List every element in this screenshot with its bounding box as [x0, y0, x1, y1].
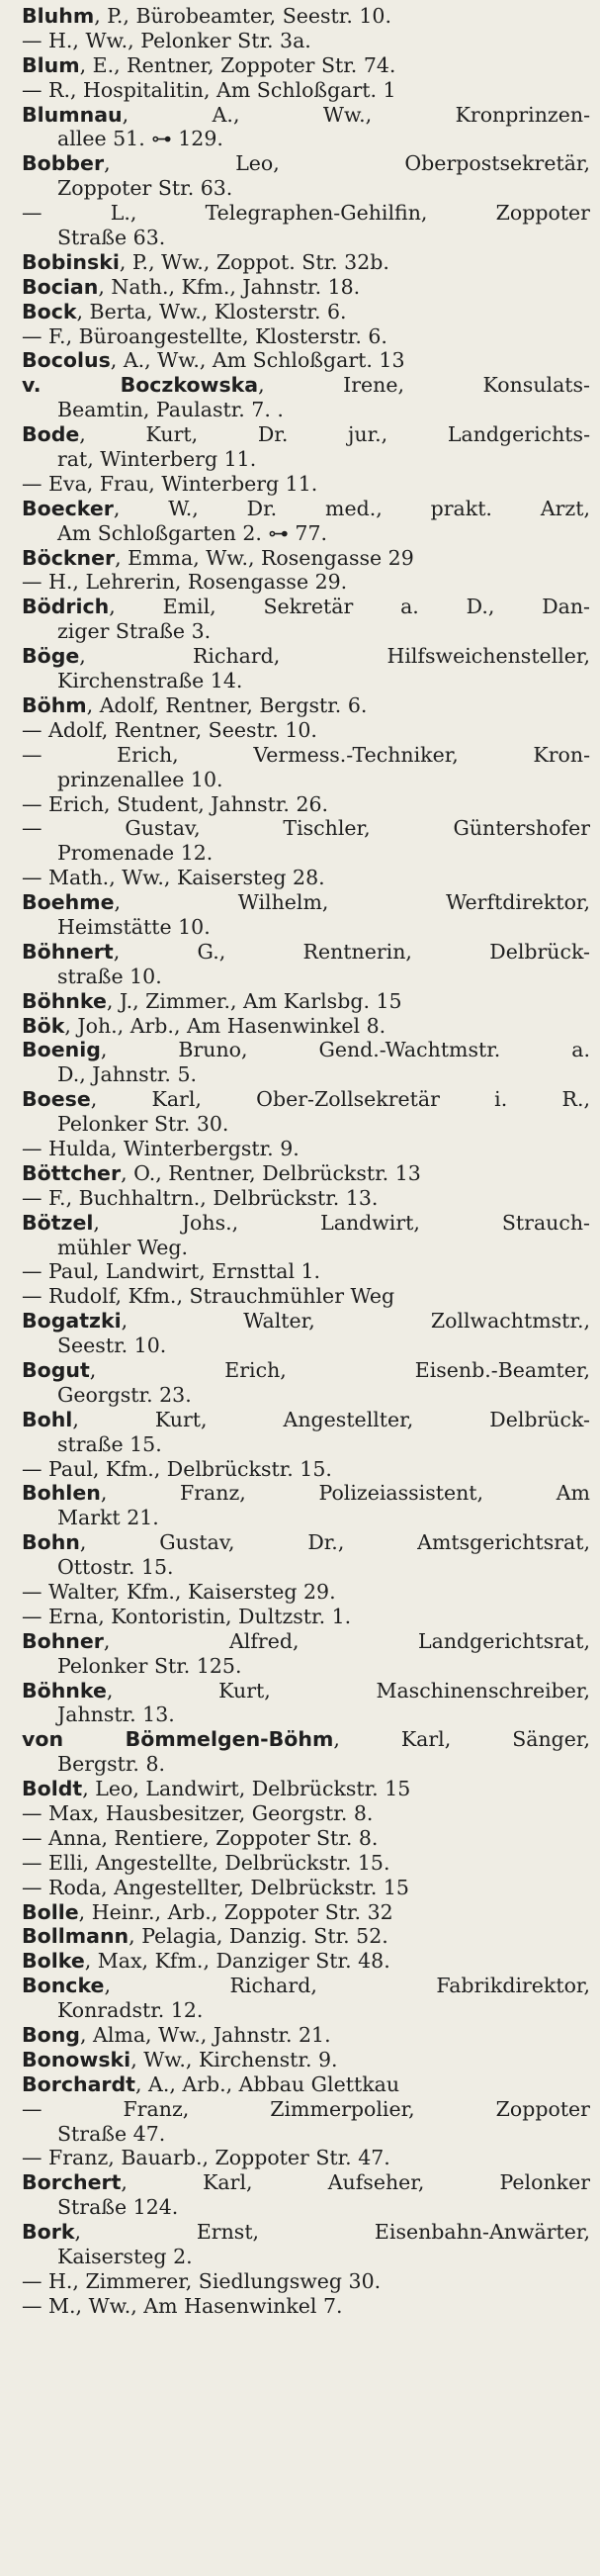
entry-details: Leo, Landwirt, Delbrückstr. 15: [95, 1777, 411, 1801]
entry-details: M., Ww., Am Hasenwinkel 7.: [48, 2293, 343, 2318]
entry-continuation-line: Bergstr. 8.: [57, 1752, 166, 1777]
entry-details: Richard, Fabrikdirektor,: [229, 1974, 590, 1998]
entry-details: P., Bürobeamter, Seestr. 10.: [107, 4, 391, 28]
entry-first-line: Bolke, Max, Kfm., Danziger Str. 48.: [22, 1949, 390, 1974]
entry-surname: Bök: [22, 1013, 65, 1038]
directory-entry: [22, 546, 590, 571]
entry-details: Franz, Bauarb., Zoppoter Str. 47.: [48, 2146, 390, 2170]
entry-details: Franz, Zimmerpolier, Zoppoter: [123, 2096, 590, 2121]
entry-first-line: Boncke, Richard, Fabrikdirektor,: [22, 1974, 590, 1998]
directory-entry: [22, 1580, 590, 1605]
entry-first-line: Bök, Joh., Arb., Am Hasenwinkel 8.: [22, 1013, 386, 1038]
entry-continuation-line: Seestr. 10.: [57, 1334, 167, 1358]
entry-first-line: — Anna, Rentiere, Zoppoter Str. 8.: [22, 1825, 379, 1850]
entry-details: L., Telegraphen-Gehilfin, Zoppoter: [110, 201, 590, 226]
entry-details: J., Zimmer., Am Karlsbg. 15: [119, 988, 402, 1013]
entry-details: Math., Ww., Kaisersteg 28.: [48, 866, 325, 890]
directory-entry: [22, 989, 590, 1014]
entry-surname: Bonowski: [22, 2047, 131, 2071]
entry-details: Wilhelm, Werftdirektor,: [237, 890, 590, 915]
entry-first-line: Bocolus, A., Ww., Am Schloßgart. 13: [22, 348, 405, 373]
entry-details: Ernst, Eisenbahn-Anwärter,: [196, 2220, 590, 2245]
entry-first-line: Blum, E., Rentner, Zoppoter Str. 74.: [22, 52, 396, 77]
entry-first-line: v. Boczkowska, Irene, Konsulats-: [22, 373, 590, 398]
entry-details: Richard, Hilfsweichensteller,: [192, 644, 590, 669]
entry-surname: Bork: [22, 2220, 75, 2245]
entry-continuation-line: Jahnstr. 13.: [57, 1702, 175, 1727]
entry-first-line: Boese, Karl, Ober-Zollsekretär i. R.,: [22, 1087, 590, 1112]
entry-first-line: Bock, Berta, Ww., Klosterstr. 6.: [22, 299, 347, 323]
directory-entry: [22, 718, 590, 743]
entry-continuation-line: Heimstätte 10.: [57, 914, 211, 939]
directory-entry: [22, 348, 590, 373]
entry-first-line: Bohl, Kurt, Angestellter, Delbrück-: [22, 1407, 590, 1431]
directory-entry: [22, 1186, 590, 1211]
entry-details: Kurt, Dr. jur., Landgerichts-: [145, 422, 590, 447]
entry-first-line: von Bömmelgen-Böhm, Karl, Sänger,: [22, 1727, 590, 1752]
entry-first-line: — Franz, Bauarb., Zoppoter Str. 47.: [22, 2146, 390, 2170]
entry-details: Max, Hausbesitzer, Georgstr. 8.: [48, 1801, 374, 1826]
entry-details: Adolf, Rentner, Bergstr. 6.: [99, 692, 368, 717]
entry-continuation-line: prinzenallee 10.: [57, 767, 223, 791]
directory-entry: [22, 1801, 590, 1826]
entry-details: Paul, Landwirt, Ernsttal 1.: [48, 1259, 321, 1284]
entry-surname: Boehme: [22, 890, 115, 915]
entry-first-line: — F., Buchhaltrn., Delbrückstr. 13.: [22, 1185, 379, 1210]
entry-first-line: — Eva, Frau, Winterberg 11.: [22, 471, 318, 496]
entry-first-line: — Paul, Landwirt, Ernsttal 1.: [22, 1259, 321, 1284]
entry-surname: Bohl: [22, 1407, 73, 1431]
directory-entry: [22, 2220, 590, 2269]
entry-first-line: Boecker, W., Dr. med., prakt. Arzt,: [22, 496, 590, 520]
entry-surname: von Bömmelgen-Böhm: [22, 1727, 334, 1752]
entry-surname: Boenig: [22, 1038, 101, 1062]
directory-entry: [22, 570, 590, 595]
entry-continuation-line: allee 51. ⊶ 129.: [57, 127, 223, 151]
entry-first-line: Böge, Richard, Hilfsweichensteller,: [22, 644, 590, 669]
directory-entry: [22, 743, 590, 792]
directory-entry: [22, 1211, 590, 1260]
entry-surname: Böhnke: [22, 1678, 107, 1702]
directory-entry: [22, 1087, 590, 1137]
entry-surname: Bödrich: [22, 595, 110, 619]
entry-details: Franz, Polizeiassistent, Am: [180, 1481, 590, 1506]
directory-entry: [22, 1727, 590, 1777]
entry-surname: Bocolus: [22, 348, 111, 373]
directory-entry: [22, 644, 590, 693]
entry-first-line: Blumnau, A., Ww., Kronprinzen-: [22, 102, 590, 127]
directory-entry: [22, 103, 590, 152]
entry-continuation-line: Straße 47.: [57, 2121, 166, 2146]
entry-continuation-line: Beamtin, Paulastr. 7. .: [57, 398, 284, 422]
entry-first-line: Bonowski, Ww., Kirchenstr. 9.: [22, 2047, 338, 2071]
directory-entry: [22, 1137, 590, 1161]
entry-continuation-line: Kaisersteg 2.: [57, 2245, 193, 2269]
entry-surname: Boese: [22, 1087, 91, 1112]
entry-first-line: — Franz, Zimmerpolier, Zoppoter: [22, 2096, 590, 2121]
entry-continuation-line: straße 10.: [57, 964, 162, 988]
directory-entry: [22, 693, 590, 718]
entry-surname: Bohlen: [22, 1481, 101, 1506]
directory-entry: [22, 373, 590, 422]
entry-first-line: Böhnke, Kurt, Maschinenschreiber,: [22, 1678, 590, 1702]
directory-entry: [22, 1629, 590, 1679]
entry-details: Walter, Zollwachtmstr.,: [243, 1309, 590, 1334]
entry-first-line: Böckner, Emma, Ww., Rosengasse 29: [22, 545, 414, 570]
entry-first-line: — Hulda, Winterbergstr. 9.: [22, 1136, 300, 1160]
entry-surname: Boncke: [22, 1974, 105, 1998]
entry-details: Ww., Kirchenstr. 9.: [143, 2047, 338, 2071]
entry-surname: Bohn: [22, 1530, 80, 1555]
entry-surname: Blumnau: [22, 102, 123, 127]
entry-first-line: — Max, Hausbesitzer, Georgstr. 8.: [22, 1801, 374, 1826]
entry-details: Johs., Landwirt, Strauch-: [181, 1210, 590, 1235]
directory-entry: [22, 2269, 590, 2294]
directory-entry: [22, 816, 590, 866]
entry-first-line: — H., Lehrerin, Rosengasse 29.: [22, 570, 348, 595]
entry-details: W., Dr. med., prakt. Arzt,: [168, 496, 590, 520]
directory-entry: [22, 53, 590, 78]
entry-first-line: — Erich, Student, Jahnstr. 26.: [22, 791, 329, 816]
entry-surname: Böhnke: [22, 988, 107, 1013]
entry-details: A., Arb., Abbau Glettkau: [148, 2071, 400, 2096]
entry-surname: Bohner: [22, 1628, 104, 1653]
entry-details: A., Ww., Am Schloßgart. 13: [123, 348, 405, 373]
directory-entry: [22, 4, 590, 29]
entry-first-line: Bohn, Gustav, Dr., Amtsgerichtsrat,: [22, 1530, 590, 1555]
entry-details: Erich, Student, Jahnstr. 26.: [48, 791, 329, 816]
entry-continuation-line: Georgstr. 23.: [57, 1382, 192, 1407]
entry-first-line: — Paul, Kfm., Delbrückstr. 15.: [22, 1456, 332, 1481]
entry-first-line: Boldt, Leo, Landwirt, Delbrückstr. 15: [22, 1777, 411, 1801]
entry-first-line: Bobber, Leo, Oberpostsekretär,: [22, 151, 590, 176]
directory-entry: [22, 497, 590, 546]
entry-details: R., Hospitalitin, Am Schloßgart. 1: [48, 77, 396, 102]
entry-first-line: Boenig, Bruno, Gend.-Wachtmstr. a.: [22, 1038, 590, 1062]
entry-details: Hulda, Winterbergstr. 9.: [48, 1136, 300, 1160]
entry-first-line: Boehme, Wilhelm, Werftdirektor,: [22, 890, 590, 915]
entry-details: Karl, Sänger,: [400, 1727, 590, 1752]
directory-entry: [22, 1358, 590, 1408]
directory-entry: [22, 1408, 590, 1457]
entry-details: Berta, Ww., Klosterstr. 6.: [89, 299, 347, 323]
entry-details: Irene, Konsulats-: [343, 373, 590, 398]
entry-details: Alma, Ww., Jahnstr. 21.: [93, 2023, 331, 2048]
directory-entry: [22, 1826, 590, 1851]
entry-details: Max, Kfm., Danziger Str. 48.: [97, 1949, 390, 1974]
entry-first-line: Borchert, Karl, Aufseher, Pelonker: [22, 2170, 590, 2195]
entry-details: Pelagia, Danzig. Str. 52.: [141, 1924, 388, 1949]
entry-details: Gustav, Tischler, Güntershofer: [125, 816, 590, 841]
entry-first-line: Bohlen, Franz, Polizeiassistent, Am: [22, 1481, 590, 1506]
directory-entry: [22, 792, 590, 817]
directory-entry: [22, 275, 590, 300]
entry-first-line: Bödrich, Emil, Sekretär a. D., Dan-: [22, 595, 590, 619]
entry-details: Emma, Ww., Rosengasse 29: [128, 545, 414, 570]
entry-surname: Bock: [22, 299, 77, 323]
entry-surname: Borchert: [22, 2170, 122, 2195]
entry-details: Karl, Aufseher, Pelonker: [203, 2170, 590, 2195]
entry-details: O., Rentner, Delbrückstr. 13: [133, 1160, 421, 1185]
entry-surname: Bogatzki: [22, 1309, 122, 1334]
entry-surname: Bolle: [22, 1899, 79, 1924]
entry-continuation-line: D., Jahnstr. 5.: [57, 1062, 197, 1087]
directory-entry: [22, 890, 590, 940]
entry-first-line: — Roda, Angestellter, Delbrückstr. 15: [22, 1875, 409, 1899]
entry-first-line: Bobinski, P., Ww., Zoppot. Str. 32b.: [22, 249, 389, 274]
directory-entry: [22, 1900, 590, 1925]
entry-continuation-line: rat, Winterberg 11.: [57, 447, 257, 472]
directory-entry: [22, 472, 590, 497]
entry-continuation-line: Konradstr. 12.: [57, 1998, 204, 2023]
entry-first-line: Böhnert, G., Rentnerin, Delbrück-: [22, 939, 590, 964]
entry-first-line: Bohner, Alfred, Landgerichtsrat,: [22, 1628, 590, 1653]
directory-entry: [22, 78, 590, 103]
entry-details: Emil, Sekretär a. D., Dan-: [162, 595, 590, 619]
entry-first-line: — H., Zimmerer, Siedlungsweg 30.: [22, 2268, 382, 2293]
directory-entry: [22, 1679, 590, 1728]
entry-details: H., Zimmerer, Siedlungsweg 30.: [48, 2268, 382, 2293]
entry-first-line: Bong, Alma, Ww., Jahnstr. 21.: [22, 2023, 331, 2048]
entry-details: Heinr., Arb., Zoppoter Str. 32: [91, 1899, 393, 1924]
entry-details: Leo, Oberpostsekretär,: [235, 151, 590, 176]
entry-details: F., Buchhaltrn., Delbrückstr. 13.: [48, 1185, 379, 1210]
entry-surname: Blum: [22, 52, 80, 77]
entry-details: E., Rentner, Zoppoter Str. 74.: [92, 52, 396, 77]
entry-surname: Böhnert: [22, 939, 114, 964]
entry-details: A., Ww., Kronprinzen-: [212, 102, 590, 127]
entry-continuation-line: Pelonker Str. 125.: [57, 1653, 242, 1678]
directory-entry: [22, 201, 590, 250]
entry-first-line: Böhnke, J., Zimmer., Am Karlsbg. 15: [22, 988, 402, 1013]
entry-details: Walter, Kfm., Kaisersteg 29.: [48, 1580, 336, 1604]
entry-continuation-line: Kirchenstraße 14.: [57, 669, 243, 693]
entry-first-line: Bluhm, P., Bürobeamter, Seestr. 10.: [22, 4, 391, 28]
entry-first-line: Böhm, Adolf, Rentner, Bergstr. 6.: [22, 692, 368, 717]
entry-continuation-line: Pelonker Str. 30.: [57, 1112, 229, 1137]
directory-entry: [22, 1949, 590, 1974]
entry-first-line: — L., Telegraphen-Gehilfin, Zoppoter: [22, 201, 590, 226]
directory-entry: [22, 866, 590, 890]
entry-details: Kurt, Angestellter, Delbrück-: [154, 1407, 590, 1431]
directory-entry: [22, 1530, 590, 1580]
entry-details: Nath., Kfm., Jahnstr. 18.: [111, 274, 361, 299]
entry-first-line: Bötzel, Johs., Landwirt, Strauch-: [22, 1210, 590, 1235]
entry-details: Gustav, Dr., Amtsgerichtsrat,: [159, 1530, 590, 1555]
entry-first-line: Bogut, Erich, Eisenb.-Beamter,: [22, 1357, 590, 1382]
directory-entry: [22, 1605, 590, 1629]
entry-surname: Borchardt: [22, 2071, 135, 2096]
entry-first-line: — F., Büroangestellte, Klosterstr. 6.: [22, 323, 387, 348]
entry-surname: Bong: [22, 2023, 80, 2048]
directory-entry: [22, 1309, 590, 1358]
entry-first-line: Böttcher, O., Rentner, Delbrückstr. 13: [22, 1160, 421, 1185]
entry-details: Elli, Angestellte, Delbrückstr. 15.: [48, 1850, 390, 1875]
directory-entry: [22, 1851, 590, 1876]
entry-first-line: Bocian, Nath., Kfm., Jahnstr. 18.: [22, 274, 361, 299]
entry-surname: Bolke: [22, 1949, 85, 1974]
directory-entry: [22, 422, 590, 472]
entry-first-line: — Erich, Vermess.-Techniker, Kron-: [22, 742, 590, 767]
entry-surname: Boecker: [22, 496, 114, 520]
directory-entry: [22, 2023, 590, 2048]
entry-first-line: Bollmann, Pelagia, Danzig. Str. 52.: [22, 1924, 388, 1949]
entry-details: Paul, Kfm., Delbrückstr. 15.: [48, 1456, 332, 1481]
entry-continuation-line: Straße 124.: [57, 2195, 179, 2220]
entry-first-line: — Erna, Kontoristin, Dultzstr. 1.: [22, 1604, 352, 1628]
entry-first-line: — H., Ww., Pelonker Str. 3a.: [22, 28, 311, 52]
entry-details: Joh., Arb., Am Hasenwinkel 8.: [77, 1013, 386, 1038]
directory-entry: [22, 1259, 590, 1284]
entry-continuation-line: Ottostr. 15.: [57, 1555, 174, 1580]
entry-first-line: Bolle, Heinr., Arb., Zoppoter Str. 32: [22, 1899, 393, 1924]
entry-surname: Böttcher: [22, 1160, 122, 1185]
entry-first-line: Bode, Kurt, Dr. jur., Landgerichts-: [22, 422, 590, 447]
entry-details: Roda, Angestellter, Delbrückstr. 15: [48, 1875, 409, 1899]
entry-first-line: — Walter, Kfm., Kaisersteg 29.: [22, 1580, 336, 1604]
entry-first-line: Bork, Ernst, Eisenbahn-Anwärter,: [22, 2220, 590, 2245]
entry-continuation-line: straße 15.: [57, 1431, 162, 1456]
entry-first-line: — Gustav, Tischler, Güntershofer: [22, 816, 590, 841]
entry-first-line: — Elli, Angestellte, Delbrückstr. 15.: [22, 1850, 390, 1875]
entry-continuation-line: Zoppoter Str. 63.: [57, 176, 233, 201]
directory-entry: [22, 1457, 590, 1482]
directory-entry: [22, 2072, 590, 2097]
entry-details: F., Büroangestellte, Klosterstr. 6.: [48, 323, 387, 348]
entry-first-line: — Adolf, Rentner, Seestr. 10.: [22, 717, 317, 742]
entry-surname: Bogut: [22, 1357, 90, 1382]
entry-continuation-line: ziger Straße 3.: [57, 619, 212, 644]
entry-details: H., Ww., Pelonker Str. 3a.: [48, 28, 311, 52]
entry-surname: Böge: [22, 644, 80, 669]
directory-entry: [22, 2146, 590, 2170]
directory-entry: [22, 940, 590, 989]
entry-continuation-line: mühler Weg.: [57, 1235, 189, 1259]
entry-details: Kurt, Maschinenschreiber,: [218, 1678, 590, 1702]
directory-entry: [22, 151, 590, 201]
directory-entry: [22, 1014, 590, 1039]
entry-details: P., Ww., Zoppot. Str. 32b.: [131, 249, 389, 274]
entry-details: Anna, Rentiere, Zoppoter Str. 8.: [48, 1825, 379, 1850]
entry-surname: Böckner: [22, 545, 116, 570]
entry-first-line: — M., Ww., Am Hasenwinkel 7.: [22, 2293, 343, 2318]
entry-details: Erna, Kontoristin, Dultzstr. 1.: [48, 1604, 352, 1628]
entry-surname: Bötzel: [22, 1210, 94, 1235]
entry-surname: Boldt: [22, 1777, 83, 1801]
directory-entry: [22, 2097, 590, 2147]
entry-continuation-line: Promenade 12.: [57, 841, 214, 866]
entry-first-line: Borchardt, A., Arb., Abbau Glettkau: [22, 2071, 400, 2096]
directory-entry: [22, 2294, 590, 2319]
entry-details: Bruno, Gend.-Wachtmstr. a.: [178, 1038, 590, 1062]
directory-entry: [22, 1924, 590, 1949]
entry-details: G., Rentnerin, Delbrück-: [197, 939, 590, 964]
entry-details: Adolf, Rentner, Seestr. 10.: [48, 717, 317, 742]
entry-first-line: — Math., Ww., Kaisersteg 28.: [22, 866, 325, 890]
entry-surname: v. Boczkowska: [22, 373, 259, 398]
entry-surname: Bollmann: [22, 1924, 129, 1949]
directory-entry: [22, 1974, 590, 2023]
directory-entry: [22, 1876, 590, 1900]
directory-entry: [22, 2048, 590, 2072]
directory-entry: [22, 324, 590, 349]
entry-details: Alfred, Landgerichtsrat,: [228, 1628, 590, 1653]
entry-details: H., Lehrerin, Rosengasse 29.: [48, 570, 348, 595]
entry-surname: Bluhm: [22, 4, 95, 28]
entry-surname: Bocian: [22, 274, 99, 299]
directory-entry: [22, 1038, 590, 1087]
directory-entry: [22, 1284, 590, 1309]
entry-details: Karl, Ober-Zollsekretär i. R.,: [151, 1087, 590, 1112]
entry-continuation-line: Am Schloßgarten 2. ⊶ 77.: [57, 520, 328, 545]
entry-first-line: — Rudolf, Kfm., Strauchmühler Weg: [22, 1284, 395, 1309]
entry-details: Eva, Frau, Winterberg 11.: [48, 471, 318, 496]
entry-surname: Böhm: [22, 692, 87, 717]
directory-entry: [22, 1777, 590, 1801]
directory-entry: [22, 2170, 590, 2220]
entry-details: Erich, Vermess.-Techniker, Kron-: [117, 742, 590, 767]
directory-entry: [22, 300, 590, 324]
entry-details: Rudolf, Kfm., Strauchmühler Weg: [48, 1284, 395, 1309]
entry-details: Erich, Eisenb.-Beamter,: [224, 1357, 590, 1382]
entry-surname: Bobinski: [22, 249, 120, 274]
entry-surname: Bobber: [22, 151, 105, 176]
directory-entry: [22, 29, 590, 53]
entry-continuation-line: Straße 63.: [57, 226, 166, 250]
directory-entry: [22, 250, 590, 275]
directory-entry: [22, 1481, 590, 1530]
entry-first-line: Bogatzki, Walter, Zollwachtmstr.,: [22, 1309, 590, 1334]
directory-entry: [22, 1161, 590, 1186]
entry-continuation-line: Markt 21.: [57, 1506, 159, 1530]
entry-first-line: — R., Hospitalitin, Am Schloßgart. 1: [22, 77, 396, 102]
entry-surname: Bode: [22, 422, 80, 447]
directory-entry: [22, 595, 590, 644]
